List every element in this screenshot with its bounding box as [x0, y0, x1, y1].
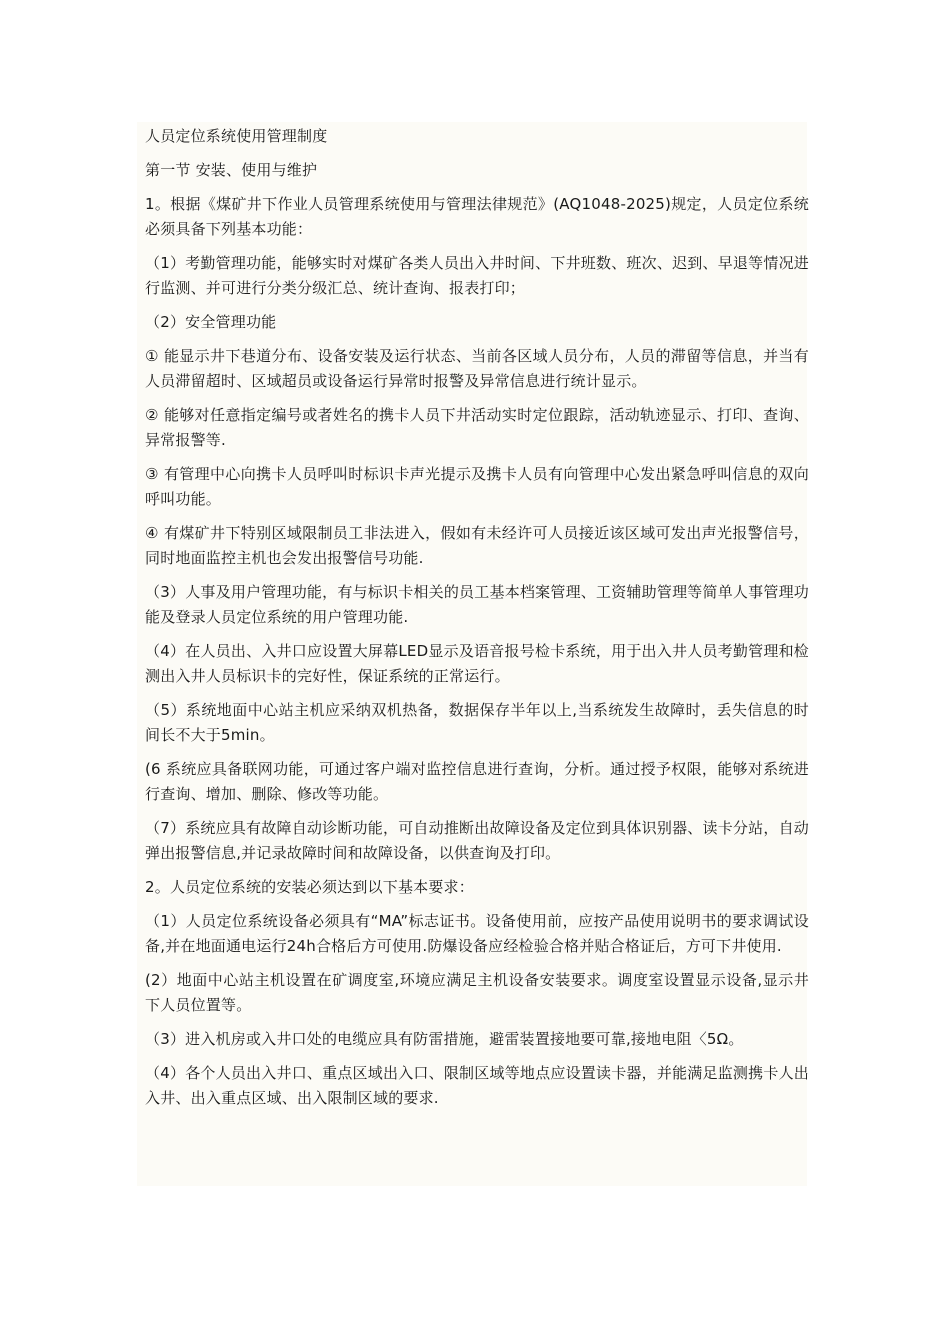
- paragraph: （3）进入机房或入井口处的电缆应具有防雷措施，避雷装置接地要可靠,接地电阻〈5Ω。: [145, 1030, 744, 1048]
- paragraph: （2）安全管理功能: [145, 313, 277, 331]
- paragraph: ③ 有管理中心向携卡人员呼叫时标识卡声光提示及携卡人员有向管理中心发出紧急呼叫信息的双向呼叫功能。: [145, 465, 809, 508]
- paragraph: ② 能够对任意指定编号或者姓名的携卡人员下井活动实时定位跟踪，活动轨迹显示、打印、查询、异常报警等.: [145, 406, 809, 449]
- document-title: 人员定位系统使用管理制度: [145, 127, 328, 145]
- paragraph: （7）系统应具有故障自动诊断功能，可自动推断出故障设备及定位到具体识别器、读卡分站，自动弹出报警信息,并记录故障时间和故障设备，以供查询及打印。: [145, 819, 809, 862]
- paragraph: （4）各个人员出入井口、重点区域出入口、限制区域等地点应设置读卡器，并能满足监测携卡人出入井、出入重点区域、出入限制区域的要求.: [145, 1064, 809, 1107]
- document-body: [145, 124, 809, 1120]
- paragraph: （3）人事及用户管理功能，有与标识卡相关的员工基本档案管理、工资辅助管理等简单人事管理功能及登录人员定位系统的用户管理功能.: [145, 583, 809, 626]
- paragraph: 2。人员定位系统的安装必须达到以下基本要求：: [145, 878, 474, 896]
- paragraph: ④ 有煤矿井下特别区域限制员工非法进入，假如有未经许可人员接近该区域可发出声光报警信号，同时地面监控主机也会发出报警信号功能.: [145, 524, 809, 567]
- paragraph: （1）人员定位系统设备必须具有“MA”标志证书。设备使用前，应按产品使用说明书的要求调试设备,并在地面通电运行24h合格后方可使用.防爆设备应经检验合格并贴合格证后，方可下井使用.: [145, 912, 809, 955]
- paragraph: （4）在人员出、入井口应设置大屏幕LED显示及语音报号检卡系统，用于出入井人员考勤管理和检测出入井人员标识卡的完好性，保证系统的正常运行。: [145, 642, 809, 685]
- paragraph: (2）地面中心站主机设置在矿调度室,环境应满足主机设备安装要求。调度室设置显示设备,显示井下人员位置等。: [145, 971, 809, 1014]
- paragraph: ① 能显示井下巷道分布、设备安装及运行状态、当前各区域人员分布，人员的滞留等信息，并当有人员滞留超时、区域超员或设备运行异常时报警及异常信息进行统计显示。: [145, 347, 809, 390]
- section-heading: 第一节 安装、使用与维护: [145, 161, 318, 179]
- paragraph: (6 系统应具备联网功能，可通过客户端对监控信息进行查询，分析。通过授予权限，能够对系统进行查询、增加、删除、修改等功能。: [145, 760, 809, 803]
- paragraph: 1。根据《煤矿井下作业人员管理系统使用与管理法律规范》(AQ1048-2025)规定，人员定位系统必须具备下列基本功能：: [145, 195, 809, 238]
- paragraph: （1）考勤管理功能，能够实时对煤矿各类人员出入井时间、下井班数、班次、迟到、早退等情况进行监测、并可进行分类分级汇总、统计查询、报表打印；: [145, 254, 809, 297]
- paragraph: （5）系统地面中心站主机应采纳双机热备，数据保存半年以上,当系统发生故障时，丢失信息的时间长不大于5min。: [145, 701, 809, 744]
